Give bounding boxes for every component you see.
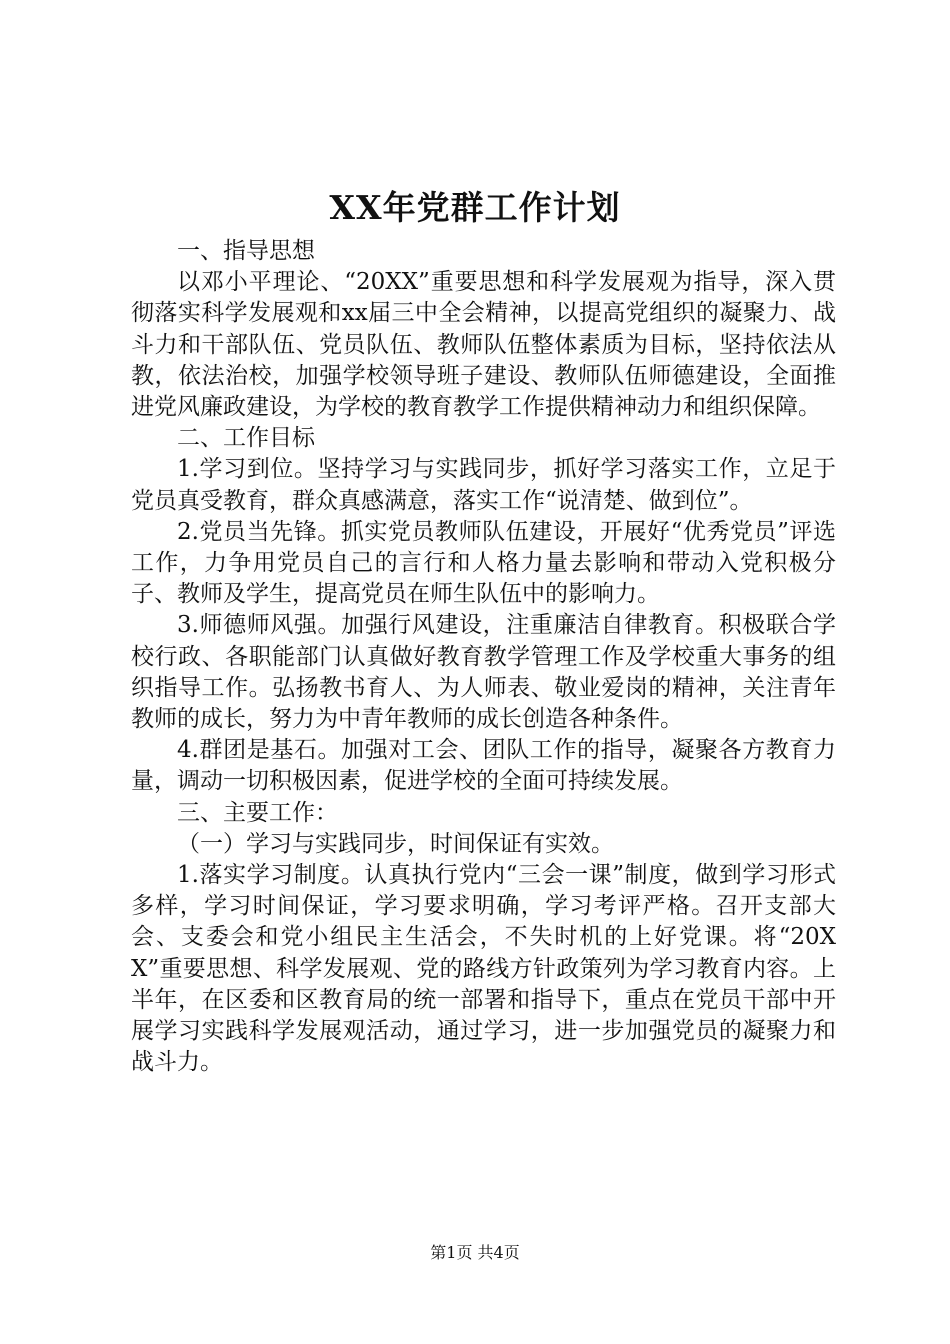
- paragraph-study-system: 1.落实学习制度。认真执行党内“三会一课”制度，做到学习形式多样，学习时间保证，学习要求明确，学习考评严格。召开支部大会、支委会和党小组民主生活会，不失时机的上好党课。将“20XX”重要思想、科学发展观、党的路线方针政策列为学习教育内容。上半年，在区委和区教育局的统一部署和指导下，重点在党员干部中开展学习实践科学发展观活动，通过学习，进一步加强党员的凝聚力和战斗力。: [131, 862, 836, 1076]
- heading-main-work: 三、主要工作：: [177, 799, 338, 826]
- document-body: [131, 236, 836, 1078]
- subheading-study-practice: （一）学习与实践同步，时间保证有实效。: [177, 830, 614, 857]
- paragraph-goal-2: 2.党员当先锋。抓实党员教师队伍建设，开展好“优秀党员”评选工作，力争用党员自己的言行和人格力量去影响和带动入党积极分子、教师及学生，提高党员在师生队伍中的影响力。: [131, 518, 836, 608]
- paragraph-goal-3: 3.师德师风强。加强行风建设，注重廉洁自律教育。积极联合学校行政、各职能部门认真做好教育教学管理工作及学校重大事务的组织指导工作。弘扬教书育人、为人师表、敬业爱岗的精神，关注青年教师的成长，努力为中青年教师的成长创造各种条件。: [131, 612, 836, 733]
- paragraph-goal-4: 4.群团是基石。加强对工会、团队工作的指导，凝聚各方教育力量，调动一切积极因素，促进学校的全面可持续发展。: [131, 737, 836, 795]
- paragraph-guiding-ideology: 以邓小平理论、“20XX”重要思想和科学发展观为指导，深入贯彻落实科学发展观和xx届三中全会精神，以提高党组织的凝聚力、战斗力和干部队伍、党员队伍、教师队伍整体素质为目标，坚持依法从教，依法治校，加强学校领导班子建设、教师队伍师德建设，全面推进党风廉政建设，为学校的教育教学工作提供精神动力和组织保障。: [131, 269, 836, 421]
- document-title: XX年党群工作计划: [329, 188, 621, 227]
- page-number: 第1页 共4页: [430, 1243, 520, 1262]
- paragraph-goal-1: 1.学习到位。坚持学习与实践同步，抓好学习落实工作，立足于党员真受教育，群众真感满意，落实工作“说清楚、做到位”。: [131, 456, 836, 514]
- heading-guiding-ideology: 一、指导思想: [177, 238, 315, 264]
- heading-work-goals: 二、工作目标: [177, 425, 315, 452]
